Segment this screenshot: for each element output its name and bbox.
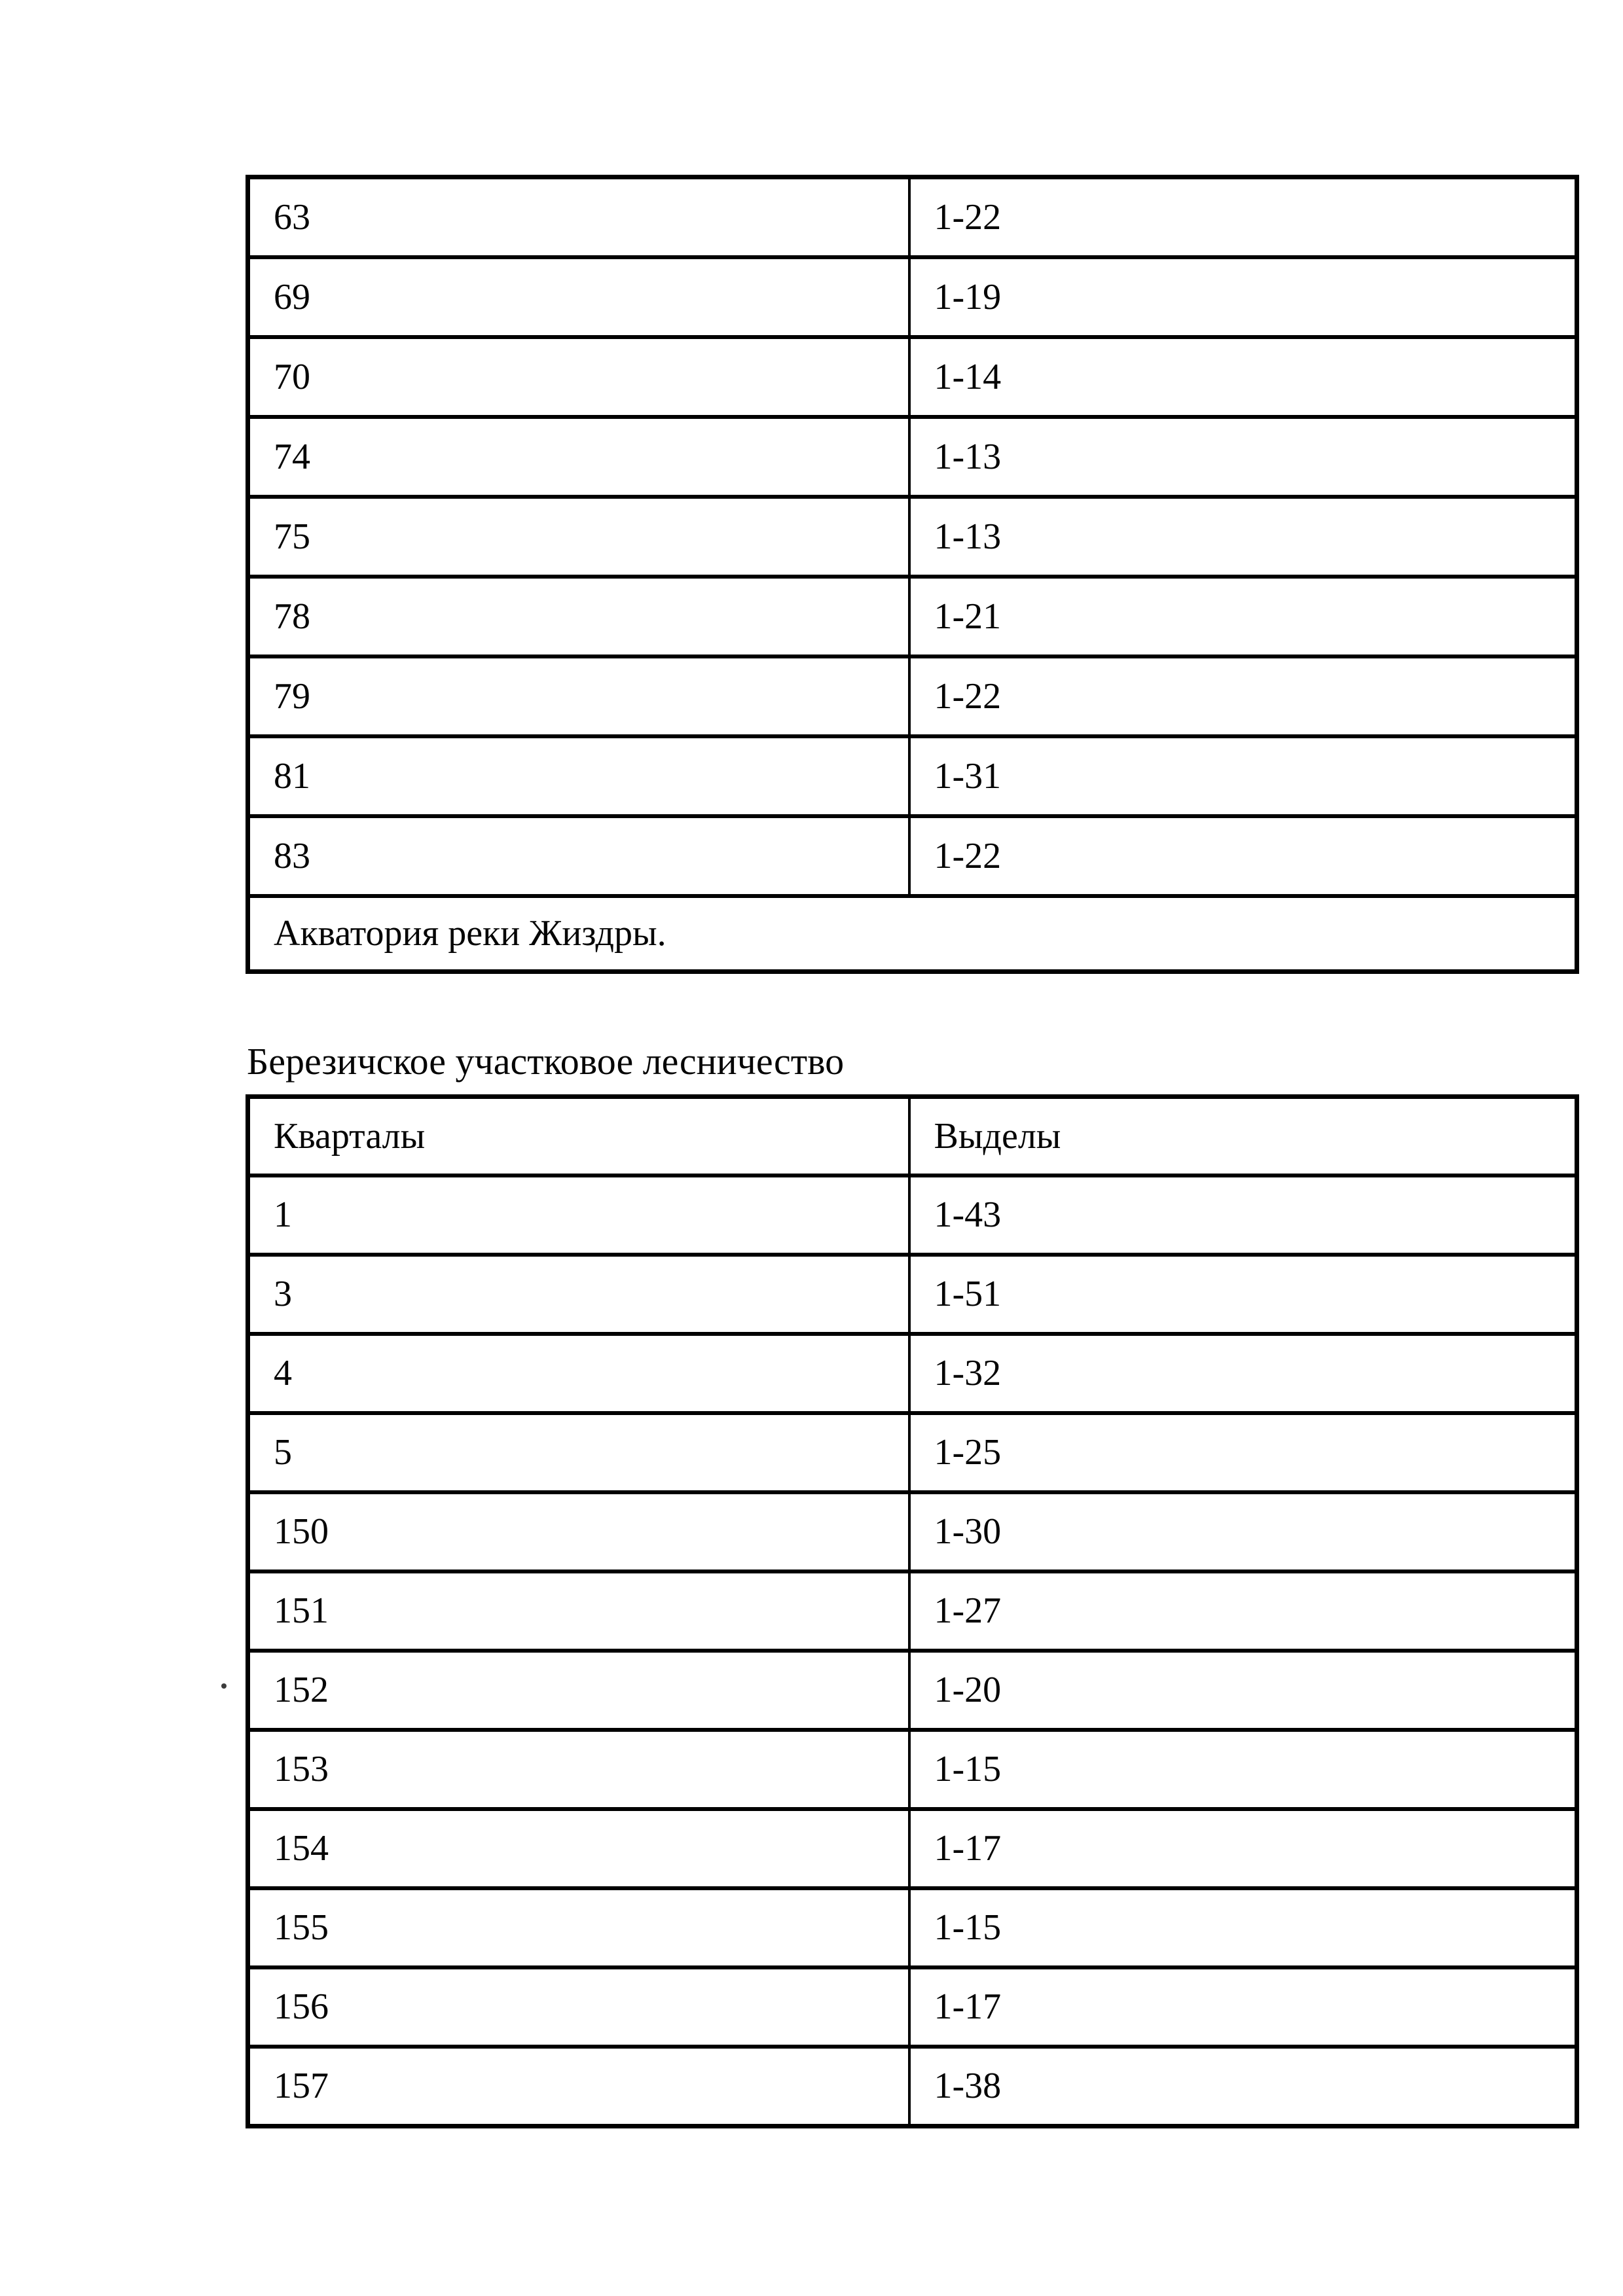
vydel-cell: 1-25 [909, 1413, 1577, 1492]
quarter-cell: 69 [248, 257, 909, 337]
table-row [248, 177, 1577, 258]
quarter-cell: 4 [248, 1334, 909, 1413]
vydel-cell: 1-43 [909, 1175, 1577, 1255]
quarters-table-berezichskoe [246, 1094, 1579, 2128]
quarter-cell: 157 [248, 2047, 909, 2126]
vydel-cell: 1-13 [909, 417, 1577, 497]
quarter-cell: 78 [248, 577, 909, 656]
table-row [248, 1492, 1577, 1571]
vydel-cell: 1-17 [909, 1967, 1577, 2047]
aquatoria-note-cell: Акватория реки Жиздры. [248, 896, 1577, 972]
table-row [248, 656, 1577, 736]
quarters-table-body [248, 177, 1577, 972]
quarter-cell: 74 [248, 417, 909, 497]
vydel-cell: 1-22 [909, 816, 1577, 896]
quarters-column-header: Кварталы [248, 1097, 909, 1176]
table-row [248, 1571, 1577, 1651]
table-row [248, 1651, 1577, 1730]
table-row [248, 497, 1577, 577]
quarter-cell: 152 [248, 1651, 909, 1730]
vydely-column-header: Выделы [909, 1097, 1577, 1176]
vydel-cell: 1-22 [909, 656, 1577, 736]
table-row [248, 1888, 1577, 1967]
quarter-cell: 150 [248, 1492, 909, 1571]
quarter-cell: 81 [248, 736, 909, 816]
table-row [248, 577, 1577, 656]
vydel-cell: 1-32 [909, 1334, 1577, 1413]
vydel-cell: 1-15 [909, 1888, 1577, 1967]
vydel-cell: 1-27 [909, 1571, 1577, 1651]
table-row [248, 736, 1577, 816]
table-row [248, 417, 1577, 497]
vydel-cell: 1-30 [909, 1492, 1577, 1571]
quarter-cell: 70 [248, 337, 909, 417]
table-row [248, 1255, 1577, 1334]
vydel-cell: 1-21 [909, 577, 1577, 656]
table-row [248, 257, 1577, 337]
quarter-cell: 75 [248, 497, 909, 577]
vydel-cell: 1-20 [909, 1651, 1577, 1730]
table-header-row [248, 1097, 1577, 1176]
table-row [248, 1413, 1577, 1492]
vydel-cell: 1-19 [909, 257, 1577, 337]
aquatoria-note-row [248, 896, 1577, 972]
quarter-cell: 83 [248, 816, 909, 896]
vydel-cell: 1-22 [909, 177, 1577, 258]
section-heading: Березичское участковое лесничество [247, 1040, 845, 1083]
quarters-table-continuation [246, 175, 1579, 974]
table-row [248, 337, 1577, 417]
quarter-cell: 156 [248, 1967, 909, 2047]
table-row [248, 1967, 1577, 2047]
table-row [248, 816, 1577, 896]
table-row [248, 1175, 1577, 1255]
quarter-cell: 1 [248, 1175, 909, 1255]
table-row [248, 1334, 1577, 1413]
vydel-cell: 1-17 [909, 1809, 1577, 1888]
vydel-cell: 1-38 [909, 2047, 1577, 2126]
scan-artifact-dot [221, 1683, 227, 1689]
table-row [248, 1730, 1577, 1809]
quarter-cell: 154 [248, 1809, 909, 1888]
table-row [248, 1809, 1577, 1888]
quarter-cell: 155 [248, 1888, 909, 1967]
table-row [248, 2047, 1577, 2126]
quarter-cell: 3 [248, 1255, 909, 1334]
vydel-cell: 1-31 [909, 736, 1577, 816]
quarters-table-body [248, 1097, 1577, 2126]
quarter-cell: 151 [248, 1571, 909, 1651]
vydel-cell: 1-14 [909, 337, 1577, 417]
quarter-cell: 153 [248, 1730, 909, 1809]
vydel-cell: 1-15 [909, 1730, 1577, 1809]
quarter-cell: 79 [248, 656, 909, 736]
vydel-cell: 1-13 [909, 497, 1577, 577]
quarter-cell: 63 [248, 177, 909, 258]
vydel-cell: 1-51 [909, 1255, 1577, 1334]
quarter-cell: 5 [248, 1413, 909, 1492]
